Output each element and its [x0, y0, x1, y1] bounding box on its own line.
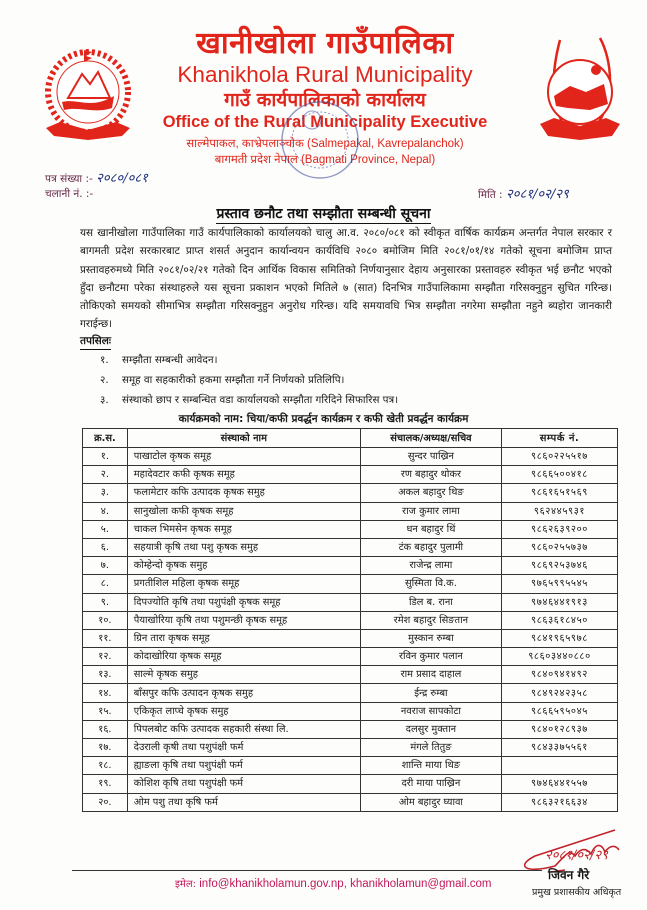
attachment-text: संस्थाको छाप र सम्बन्धित वडा कार्यालयको सम्झौता गरिदिने सिफारिस पत्र। [122, 394, 399, 406]
official-stamp-icon [278, 98, 362, 182]
email-label: इमेल: [175, 879, 197, 890]
chairperson-cell: राज कुमार लामा [360, 502, 501, 520]
table-row [83, 557, 618, 575]
program-title: कार्यक्रमको नाम: चिया/कफी प्रवर्द्धन कार्यक्रम र कफी खेती प्रवर्द्धन कार्यक्रम [178, 413, 469, 425]
serial-cell: १. [83, 448, 128, 466]
serial-cell: ४. [83, 502, 128, 520]
table-row [83, 648, 618, 666]
organization-name-cell: पैयाखोरिया कृषि तथा पशुमन्छी कृषक समूह [127, 611, 360, 629]
table-row [83, 484, 618, 502]
chairperson-cell: ईन्द्र रुम्बा [360, 684, 501, 702]
organization-name-cell: कोदाखोरिया कृषक समूह [127, 648, 360, 666]
table-row [83, 520, 618, 538]
footer-divider [72, 870, 542, 871]
contact-number-cell: ९८६६५००४१८ [502, 466, 618, 484]
reference-number-value: २०८०/०८१ [96, 171, 148, 186]
contact-number-cell: ९८४९२४२३५८ [502, 684, 618, 702]
table-row [83, 502, 618, 520]
serial-cell: ६. [83, 538, 128, 556]
table-row [83, 775, 618, 793]
serial-cell: १४. [83, 684, 128, 702]
contact-number-cell: ९८६३६१८४५० [502, 611, 618, 629]
chairperson-cell: रण बहादुर थोकर [360, 466, 501, 484]
contact-number-cell: ९८६०३४४०८८० [502, 648, 618, 666]
contact-number-cell: ९८४०१२८९३७ [502, 720, 618, 738]
header-contact: सम्पर्क नं. [502, 429, 618, 448]
details-label: तपसिलः [80, 333, 111, 350]
contact-number-cell: ९७४६४४१५५७ [502, 775, 618, 793]
serial-cell: १६. [83, 720, 128, 738]
chairperson-cell: शान्ति माया थिङ [360, 757, 501, 775]
attachment-number: १. [100, 354, 109, 366]
table-body [83, 448, 618, 812]
organization-name-cell: ओम पशु तथा कृषि फर्म [127, 793, 360, 811]
dispatch-number-label: चलानी नं. :- [45, 188, 94, 200]
address-line-1: साल्मेपाकल, काभ्रेपलाञ्चोक (Salmepakal, Kavrepalanchok) [186, 138, 464, 150]
organization-name-cell: सहयात्री कृषि तथा पशु कृषक समुह [127, 538, 360, 556]
email-addresses[interactable]: info@khanikholamun.gov.np, khanikholamun@gmail.com [199, 878, 492, 890]
contact-number-cell: ९६२४४५९३१ [502, 502, 618, 520]
reference-number [45, 168, 148, 186]
organization-name-cell: एकिकृत लाप्चे कृषक समुह [127, 702, 360, 720]
contact-number-cell [502, 757, 618, 775]
office-name-nepali: गाउँ कार्यपालिकाको कार्यालय [224, 89, 426, 111]
serial-cell: ८. [83, 575, 128, 593]
signer-title: प्रमुख प्रशासकीय अधिकृत [532, 887, 622, 898]
chairperson-cell: दरी माया पाख्रिन [360, 775, 501, 793]
municipality-name-english: Khanikhola Rural Municipality [177, 62, 473, 87]
table-row [83, 466, 618, 484]
serial-cell: १८. [83, 757, 128, 775]
attachment-item [100, 390, 398, 410]
table-row [83, 629, 618, 647]
attachment-text: समूह वा सहकारीको हकमा सम्झौता गर्ने निर्णयको प्रतिलिपि। [122, 374, 345, 386]
organization-name-cell: ह्याङला कृषि तथा पशुपंक्षी फर्म [127, 757, 360, 775]
handwritten-date: २०८१/०२/२९ [545, 848, 608, 863]
chairperson-cell: राजेन्द्र लामा [360, 557, 501, 575]
letter-date [478, 184, 569, 202]
notice-title-text: प्रस्ताव छनौट तथा सम्झौता सम्बन्धी सूचना [216, 206, 431, 222]
organization-name-cell: महादेवटार कफी कृषक समूह [127, 466, 360, 484]
chairperson-cell: टंक बहादुर पुलामी [360, 538, 501, 556]
table-row [83, 666, 618, 684]
organization-name-cell: दिपज्योति कृषि तथा पशुपंक्षी कृषक समूह [127, 593, 360, 611]
chairperson-cell: मुस्कान रुम्बा [360, 629, 501, 647]
contact-number-cell: ९८६३२१६६३४ [502, 793, 618, 811]
serial-cell: १२. [83, 648, 128, 666]
attachment-item [100, 350, 398, 370]
chairperson-cell: राम प्रसाद दाहाल [360, 666, 501, 684]
attachments-list [100, 350, 398, 410]
organization-name-cell: कोम्हेन्दो कृषक समुह [127, 557, 360, 575]
table-row [83, 702, 618, 720]
footer-contact [175, 876, 492, 890]
organization-name-cell: पिपलबोट कफि उत्पादक सहकारी संस्था लि. [127, 720, 360, 738]
serial-cell: ९. [83, 593, 128, 611]
organization-name-cell: कोशिश कृषि तथा पशुपंक्षी फर्म [127, 775, 360, 793]
date-label: मिति : [478, 189, 503, 201]
table-row [83, 611, 618, 629]
contact-number-cell: ९८४३३७५५६१ [502, 739, 618, 757]
table-header-row [83, 429, 618, 448]
chairperson-cell: दलसुर मुक्तान [360, 720, 501, 738]
date-value: २०८१/०२/२९ [505, 187, 569, 202]
organization-name-cell: चाकल भिमसेन कृषक समूह [127, 520, 360, 538]
chairperson-cell: ओम बहादुर घ्यावा [360, 793, 501, 811]
serial-cell: १९. [83, 775, 128, 793]
header-organization-name: संस्थाको नाम [127, 429, 360, 448]
attachment-number: ३. [100, 394, 109, 406]
municipality-logo-icon [530, 30, 630, 155]
serial-cell: १३. [83, 666, 128, 684]
notice-title [0, 204, 647, 224]
contact-number-cell: ९८६१६५१५६९ [502, 484, 618, 502]
table-row [83, 757, 618, 775]
table-row [83, 720, 618, 738]
contact-number-cell: ९८६०२५५७३७ [502, 538, 618, 556]
reference-number-label: पत्र संख्या :- [45, 173, 93, 185]
contact-number-cell: ९८६२६३९२०० [502, 520, 618, 538]
chairperson-cell: सुन्दर पाख्रिन [360, 448, 501, 466]
contact-number-cell: ९८४०९४१४९२ [502, 666, 618, 684]
serial-cell: १०. [83, 611, 128, 629]
table-row [83, 739, 618, 757]
organization-name-cell: बाँसपुर कफि उत्पादन कृषक समुह [127, 684, 360, 702]
table-row [83, 593, 618, 611]
signer-name: जिवन गैरे [548, 868, 590, 882]
organization-name-cell: देउराली कृषी तथा पशुपंक्षी फर्म [127, 739, 360, 757]
chairperson-cell: मंगले तितुङ [360, 739, 501, 757]
contact-number-cell: ९८४१९६५९७८ [502, 629, 618, 647]
contact-number-cell: ९७६५९९५५४५ [502, 575, 618, 593]
serial-cell: २. [83, 466, 128, 484]
serial-cell: ३. [83, 484, 128, 502]
attachment-item [100, 370, 398, 390]
organization-name-cell: प्रगतीशिल महिला कृषक समूह [127, 575, 360, 593]
contact-number-cell: ९८६०२२५५१७ [502, 448, 618, 466]
serial-cell: ५. [83, 520, 128, 538]
serial-cell: ७. [83, 557, 128, 575]
chairperson-cell: नवराज सापकोटा [360, 702, 501, 720]
chairperson-cell: सुस्मिता वि.क. [360, 575, 501, 593]
serial-cell: १७. [83, 739, 128, 757]
chairperson-cell: धन बहादुर थिं [360, 520, 501, 538]
contact-number-cell: ९८६९२५३७४६ [502, 557, 618, 575]
chairperson-cell: रविन कुमार पलान [360, 648, 501, 666]
municipality-name-nepali: खानीखोला गाउँपालिका [196, 26, 454, 61]
table-row [83, 684, 618, 702]
chairperson-cell: अकल बहादुर थिङ [360, 484, 501, 502]
attachment-number: २. [100, 374, 109, 386]
table-row [83, 793, 618, 811]
header-serial: क्र.स. [83, 429, 128, 448]
table-row [83, 575, 618, 593]
table-row [83, 538, 618, 556]
notice-body [80, 224, 612, 334]
selected-organizations-table [82, 428, 618, 812]
attachment-text: सम्झौता सम्बन्धी आवेदन। [122, 354, 218, 366]
table-row [83, 448, 618, 466]
address-line-2: बागमती प्रदेश नेपाल (Bagmati Province, Nepal) [214, 154, 436, 166]
serial-cell: २०. [83, 793, 128, 811]
contact-number-cell: ९८६६५९५०४५ [502, 702, 618, 720]
header-chairperson: संचालक/अध्यक्ष/सचिव [360, 429, 501, 448]
chairperson-cell: डिल ब. राना [360, 593, 501, 611]
organization-name-cell: ग्रिन तारा कृषक समूह [127, 629, 360, 647]
organization-name-cell: सानुखोला कफी कृषक समूह [127, 502, 360, 520]
serial-cell: १५. [83, 702, 128, 720]
serial-cell: ११. [83, 629, 128, 647]
chairperson-cell: रमेश बहादुर सिङतान [360, 611, 501, 629]
office-name-english: Office of the Rural Municipality Executive [162, 113, 488, 131]
organization-name-cell: फलामेटार कफि उत्पादक कृषक समुह [127, 484, 360, 502]
notice-body-paragraph: यस खानीखोला गाउँपालिका गाउँ कार्यपालिकाको कार्यालयको चालु आ.व. २०८०/०८१ को स्वीकृत वार्षिक कार्यक्रम अन्तर्गत नेपाल सरकार र बागमती प्रदेश सरकारबाट प्राप्त शसर्त अनुदान कार्यान्वयन कार्यविधि २०८० बमोजिम मिति २०८१/०१/१४ गतेको सूचना बमोजिम प्राप्त प्रस्तावहरुमध्ये मिति २०८१/०२/२१ गतेको दिन आर्थिक विकास समितिको निर्णयानुसार देहाय अनुसारका प्रस्तावहरु स्वीकृत भई छनौट भएको हुँदा छनौटमा परेका संस्थाहरुले यस सूचना प्रकाशन भएको मितिले ७ (सात) दिनभित्र गाउँपालिकामा सम्झौता गरिसक्नुहुन सुचित गरिन्छ। तोकिएको समयको सीमाभित्र सम्झौता गरिसक्नुहुन अनुरोध गरिन्छ। यदि समयावधि भित्र सम्झौता नगरेमा सम्झौता नहुने ब्यहोरा जानकारी गराईन्छ। [80, 227, 612, 331]
dispatch-number [45, 186, 93, 201]
organization-name-cell: पाखाटोल कृषक समूह [127, 448, 360, 466]
nepal-emblem-icon [38, 40, 138, 152]
contact-number-cell: ९७४६४४१९१३ [502, 593, 618, 611]
organization-name-cell: साल्मे कृषक समुह [127, 666, 360, 684]
